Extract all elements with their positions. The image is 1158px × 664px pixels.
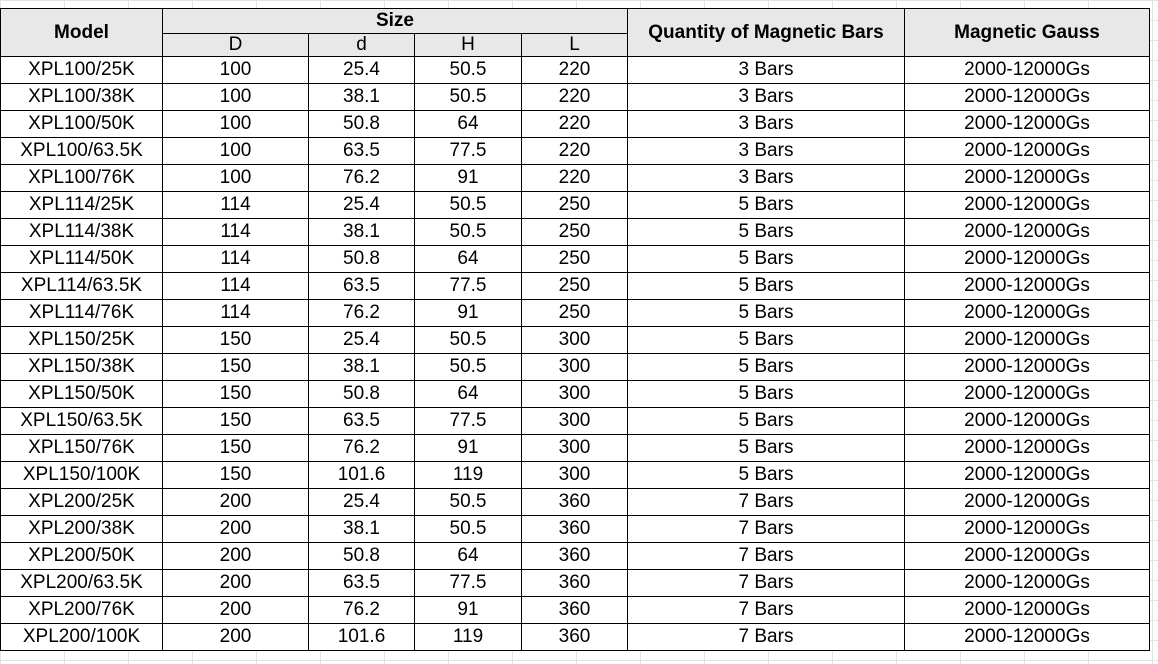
cell-size-D[interactable]: 150 <box>163 327 309 354</box>
cell-quantity[interactable]: 3 Bars <box>628 111 905 138</box>
cell-gauss[interactable]: 2000-12000Gs <box>905 570 1150 597</box>
cell-size-H[interactable]: 50.5 <box>415 57 522 84</box>
cell-gauss[interactable]: 2000-12000Gs <box>905 84 1150 111</box>
cell-gauss[interactable]: 2000-12000Gs <box>905 462 1150 489</box>
cell-gauss[interactable]: 2000-12000Gs <box>905 435 1150 462</box>
header-size-L[interactable]: L <box>522 34 628 57</box>
cell-gauss[interactable]: 2000-12000Gs <box>905 273 1150 300</box>
cell-size-H[interactable]: 50.5 <box>415 219 522 246</box>
cell-size-L[interactable]: 300 <box>522 354 628 381</box>
cell-quantity[interactable]: 7 Bars <box>628 516 905 543</box>
header-size-D[interactable]: D <box>163 34 309 57</box>
table-row <box>1 300 1150 327</box>
cell-size-H[interactable]: 50.5 <box>415 354 522 381</box>
table-row <box>1 624 1150 651</box>
cell-model[interactable]: XPL150/76K <box>1 435 163 462</box>
cell-size-d[interactable]: 25.4 <box>309 57 415 84</box>
cell-size-L[interactable]: 220 <box>522 57 628 84</box>
cell-gauss[interactable]: 2000-12000Gs <box>905 516 1150 543</box>
cell-quantity[interactable]: 3 Bars <box>628 57 905 84</box>
cell-size-D[interactable]: 150 <box>163 354 309 381</box>
table-row <box>1 219 1150 246</box>
cell-model[interactable]: XPL150/38K <box>1 354 163 381</box>
table-row <box>1 273 1150 300</box>
cell-size-D[interactable]: 114 <box>163 300 309 327</box>
cell-quantity[interactable]: 5 Bars <box>628 381 905 408</box>
cell-size-H[interactable]: 77.5 <box>415 408 522 435</box>
cell-gauss[interactable]: 2000-12000Gs <box>905 543 1150 570</box>
header-gauss[interactable]: Magnetic Gauss <box>905 9 1150 57</box>
cell-model[interactable]: XPL150/63.5K <box>1 408 163 435</box>
cell-size-H[interactable]: 50.5 <box>415 516 522 543</box>
cell-model[interactable]: XPL200/100K <box>1 624 163 651</box>
cell-quantity[interactable]: 3 Bars <box>628 138 905 165</box>
cell-model[interactable]: XPL100/50K <box>1 111 163 138</box>
cell-quantity[interactable]: 5 Bars <box>628 219 905 246</box>
cell-model[interactable]: XPL100/25K <box>1 57 163 84</box>
cell-size-L[interactable]: 300 <box>522 462 628 489</box>
table-row <box>1 408 1150 435</box>
cell-size-L[interactable]: 360 <box>522 489 628 516</box>
cell-quantity[interactable]: 7 Bars <box>628 543 905 570</box>
cell-quantity[interactable]: 5 Bars <box>628 327 905 354</box>
cell-quantity[interactable]: 5 Bars <box>628 300 905 327</box>
cell-size-d[interactable]: 25.4 <box>309 192 415 219</box>
table-row <box>1 570 1150 597</box>
table-row <box>1 165 1150 192</box>
table-row <box>1 516 1150 543</box>
cell-size-H[interactable]: 91 <box>415 597 522 624</box>
table-row <box>1 84 1150 111</box>
cell-size-d[interactable]: 76.2 <box>309 597 415 624</box>
cell-size-d[interactable]: 50.8 <box>309 543 415 570</box>
table-row <box>1 246 1150 273</box>
cell-size-L[interactable]: 220 <box>522 111 628 138</box>
cell-model[interactable]: XPL100/76K <box>1 165 163 192</box>
cell-size-d[interactable]: 63.5 <box>309 408 415 435</box>
cell-gauss[interactable]: 2000-12000Gs <box>905 354 1150 381</box>
cell-size-H[interactable]: 64 <box>415 246 522 273</box>
cell-size-d[interactable]: 38.1 <box>309 354 415 381</box>
cell-size-d[interactable]: 25.4 <box>309 327 415 354</box>
cell-size-D[interactable]: 150 <box>163 462 309 489</box>
cell-size-d[interactable]: 76.2 <box>309 435 415 462</box>
table-row <box>1 597 1150 624</box>
cell-size-H[interactable]: 91 <box>415 300 522 327</box>
cell-size-L[interactable]: 220 <box>522 165 628 192</box>
cell-quantity[interactable]: 5 Bars <box>628 462 905 489</box>
cell-size-D[interactable]: 200 <box>163 624 309 651</box>
table-row <box>1 543 1150 570</box>
cell-size-D[interactable]: 100 <box>163 57 309 84</box>
table-row <box>1 354 1150 381</box>
cell-size-d[interactable]: 50.8 <box>309 111 415 138</box>
cell-size-d[interactable]: 101.6 <box>309 624 415 651</box>
cell-size-H[interactable]: 50.5 <box>415 84 522 111</box>
cell-size-L[interactable]: 300 <box>522 408 628 435</box>
cell-size-L[interactable]: 250 <box>522 192 628 219</box>
cell-size-d[interactable]: 101.6 <box>309 462 415 489</box>
cell-quantity[interactable]: 7 Bars <box>628 624 905 651</box>
cell-model[interactable]: XPL200/25K <box>1 489 163 516</box>
cell-size-D[interactable]: 200 <box>163 489 309 516</box>
cell-quantity[interactable]: 5 Bars <box>628 273 905 300</box>
cell-size-L[interactable]: 360 <box>522 543 628 570</box>
cell-size-H[interactable]: 50.5 <box>415 489 522 516</box>
cell-size-D[interactable]: 114 <box>163 246 309 273</box>
cell-size-H[interactable]: 119 <box>415 462 522 489</box>
cell-quantity[interactable]: 5 Bars <box>628 408 905 435</box>
cell-size-D[interactable]: 200 <box>163 516 309 543</box>
table-body <box>1 57 1150 651</box>
cell-gauss[interactable]: 2000-12000Gs <box>905 138 1150 165</box>
cell-size-D[interactable]: 200 <box>163 570 309 597</box>
cell-size-D[interactable]: 100 <box>163 84 309 111</box>
cell-size-D[interactable]: 200 <box>163 543 309 570</box>
cell-size-D[interactable]: 114 <box>163 192 309 219</box>
cell-quantity[interactable]: 3 Bars <box>628 165 905 192</box>
cell-model[interactable]: XPL100/63.5K <box>1 138 163 165</box>
cell-model[interactable]: XPL150/50K <box>1 381 163 408</box>
cell-size-H[interactable]: 77.5 <box>415 570 522 597</box>
cell-gauss[interactable]: 2000-12000Gs <box>905 111 1150 138</box>
header-quantity[interactable]: Quantity of Magnetic Bars <box>628 9 905 57</box>
cell-size-D[interactable]: 114 <box>163 273 309 300</box>
cell-size-H[interactable]: 50.5 <box>415 327 522 354</box>
header-size[interactable]: Size <box>163 9 628 34</box>
header-size-H[interactable]: H <box>415 34 522 57</box>
table-row <box>1 435 1150 462</box>
cell-quantity[interactable]: 7 Bars <box>628 570 905 597</box>
cell-size-D[interactable]: 150 <box>163 435 309 462</box>
cell-size-H[interactable]: 119 <box>415 624 522 651</box>
cell-model[interactable]: XPL114/76K <box>1 300 163 327</box>
cell-size-d[interactable]: 76.2 <box>309 165 415 192</box>
cell-model[interactable]: XPL114/25K <box>1 192 163 219</box>
cell-gauss[interactable]: 2000-12000Gs <box>905 489 1150 516</box>
cell-gauss[interactable]: 2000-12000Gs <box>905 597 1150 624</box>
table-row <box>1 111 1150 138</box>
cell-size-L[interactable]: 300 <box>522 435 628 462</box>
cell-model[interactable]: XPL200/76K <box>1 597 163 624</box>
cell-size-d[interactable]: 50.8 <box>309 381 415 408</box>
table-row <box>1 489 1150 516</box>
cell-size-L[interactable]: 220 <box>522 84 628 111</box>
table-header <box>1 9 1150 57</box>
cell-size-L[interactable]: 360 <box>522 624 628 651</box>
cell-size-D[interactable]: 114 <box>163 219 309 246</box>
cell-size-D[interactable]: 100 <box>163 165 309 192</box>
cell-size-L[interactable]: 250 <box>522 273 628 300</box>
cell-gauss[interactable]: 2000-12000Gs <box>905 57 1150 84</box>
cell-size-H[interactable]: 64 <box>415 381 522 408</box>
cell-quantity[interactable]: 7 Bars <box>628 489 905 516</box>
cell-size-d[interactable]: 63.5 <box>309 273 415 300</box>
cell-quantity[interactable]: 7 Bars <box>628 597 905 624</box>
header-model[interactable]: Model <box>1 9 163 57</box>
cell-size-d[interactable]: 76.2 <box>309 300 415 327</box>
cell-gauss[interactable]: 2000-12000Gs <box>905 165 1150 192</box>
table-row <box>1 138 1150 165</box>
cell-size-d[interactable]: 38.1 <box>309 219 415 246</box>
cell-size-H[interactable]: 77.5 <box>415 273 522 300</box>
cell-model[interactable]: XPL114/38K <box>1 219 163 246</box>
cell-size-L[interactable]: 300 <box>522 381 628 408</box>
magnetic-grate-spec-table <box>0 8 1150 651</box>
cell-gauss[interactable]: 2000-12000Gs <box>905 408 1150 435</box>
cell-model[interactable]: XPL100/38K <box>1 84 163 111</box>
cell-quantity[interactable]: 5 Bars <box>628 246 905 273</box>
cell-size-d[interactable]: 63.5 <box>309 138 415 165</box>
cell-size-d[interactable]: 63.5 <box>309 570 415 597</box>
table-row <box>1 57 1150 84</box>
cell-gauss[interactable]: 2000-12000Gs <box>905 381 1150 408</box>
cell-model[interactable]: XPL114/50K <box>1 246 163 273</box>
cell-gauss[interactable]: 2000-12000Gs <box>905 327 1150 354</box>
cell-size-L[interactable]: 300 <box>522 327 628 354</box>
cell-model[interactable]: XPL114/63.5K <box>1 273 163 300</box>
table-row <box>1 327 1150 354</box>
cell-size-L[interactable]: 220 <box>522 138 628 165</box>
cell-size-D[interactable]: 100 <box>163 111 309 138</box>
cell-size-D[interactable]: 150 <box>163 408 309 435</box>
cell-quantity[interactable]: 5 Bars <box>628 354 905 381</box>
cell-size-L[interactable]: 360 <box>522 570 628 597</box>
cell-size-H[interactable]: 64 <box>415 543 522 570</box>
cell-gauss[interactable]: 2000-12000Gs <box>905 219 1150 246</box>
cell-quantity[interactable]: 3 Bars <box>628 84 905 111</box>
cell-size-H[interactable]: 91 <box>415 165 522 192</box>
cell-size-H[interactable]: 77.5 <box>415 138 522 165</box>
cell-gauss[interactable]: 2000-12000Gs <box>905 624 1150 651</box>
cell-quantity[interactable]: 5 Bars <box>628 435 905 462</box>
cell-size-D[interactable]: 200 <box>163 597 309 624</box>
cell-size-L[interactable]: 250 <box>522 246 628 273</box>
cell-size-H[interactable]: 64 <box>415 111 522 138</box>
cell-model[interactable]: XPL150/100K <box>1 462 163 489</box>
table-row <box>1 192 1150 219</box>
cell-model[interactable]: XPL200/63.5K <box>1 570 163 597</box>
cell-model[interactable]: XPL200/50K <box>1 543 163 570</box>
cell-gauss[interactable]: 2000-12000Gs <box>905 246 1150 273</box>
cell-size-L[interactable]: 250 <box>522 300 628 327</box>
cell-size-L[interactable]: 360 <box>522 516 628 543</box>
cell-gauss[interactable]: 2000-12000Gs <box>905 300 1150 327</box>
cell-size-L[interactable]: 360 <box>522 597 628 624</box>
cell-size-H[interactable]: 50.5 <box>415 192 522 219</box>
cell-size-d[interactable]: 38.1 <box>309 84 415 111</box>
cell-model[interactable]: XPL200/38K <box>1 516 163 543</box>
cell-size-d[interactable]: 38.1 <box>309 516 415 543</box>
cell-size-H[interactable]: 91 <box>415 435 522 462</box>
table-row <box>1 381 1150 408</box>
cell-quantity[interactable]: 5 Bars <box>628 192 905 219</box>
table-row <box>1 462 1150 489</box>
cell-size-D[interactable]: 150 <box>163 381 309 408</box>
cell-size-D[interactable]: 100 <box>163 138 309 165</box>
cell-model[interactable]: XPL150/25K <box>1 327 163 354</box>
cell-size-d[interactable]: 50.8 <box>309 246 415 273</box>
cell-gauss[interactable]: 2000-12000Gs <box>905 192 1150 219</box>
cell-size-d[interactable]: 25.4 <box>309 489 415 516</box>
cell-size-L[interactable]: 250 <box>522 219 628 246</box>
header-size-d[interactable]: d <box>309 34 415 57</box>
